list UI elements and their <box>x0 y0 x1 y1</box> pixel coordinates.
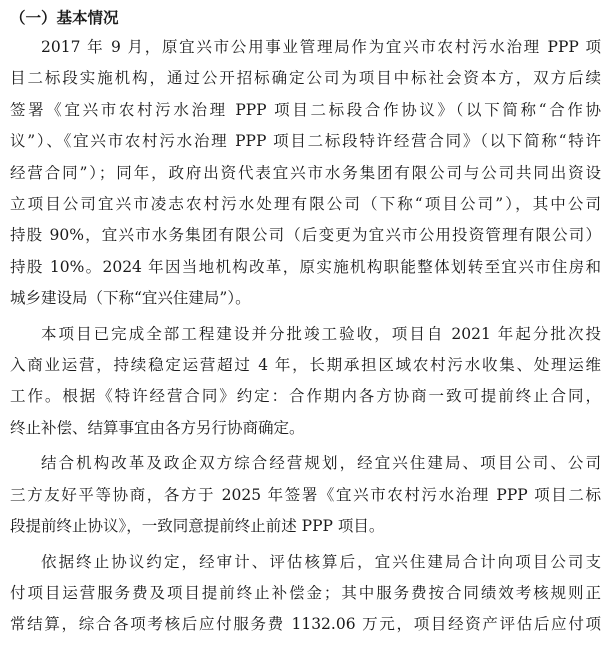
text-line: 本项目已完成全部工程建设并分批竣工验收，项目自 2021 年起分批次投 <box>41 324 601 343</box>
text-line: 常结算，综合各项考核后应付服务费 1132.06 万元，项目经资产评估后应付项 <box>10 615 601 634</box>
text-line: 持股 90%，宜兴市水务集团有限公司（后变更为宜兴市公用投资管理有限公司） <box>10 226 601 245</box>
text-line: 城乡建设局（下称“宜兴住建局”）。 <box>10 289 251 308</box>
text-line: 终止补偿、结算事宜由各方另行协商确定。 <box>10 418 305 437</box>
text-line: 三方友好平等协商，各方于 2025 年签署《宜兴市农村污水治理 PPP 项目二标 <box>10 485 601 504</box>
paragraph-project-background <box>10 32 601 315</box>
text-line: 经营合同”）；同年，政府出资代表宜兴市水务集团有限公司与公司共同出资设 <box>10 163 601 182</box>
paragraph-settlement <box>10 547 601 641</box>
text-line: 工作。根据《特许经营合同》约定：合作期内各方协商一致可提前终止合同， <box>10 387 601 406</box>
text-line: 立项目公司宜兴市凌志农村污水处理有限公司（下称“项目公司”），其中公司 <box>10 195 601 214</box>
text-line: 入商业运营，持续稳定运营超过 4 年，长期承担区域农村污水收集、处理运维 <box>10 356 601 375</box>
text-line: 段提前终止协议》，一致同意提前终止前述 PPP 项目。 <box>10 517 385 536</box>
paragraph-termination-agreement <box>10 448 601 542</box>
text-line: 持股 10%。2024 年因当地机构改革，原实施机构职能整体划转至宜兴市住房和 <box>10 257 601 276</box>
text-line: 议”）、《宜兴市农村污水治理 PPP 项目二标段特许经营合同》（以下简称“特许 <box>10 132 601 151</box>
section-heading: （一）基本情况 <box>10 8 119 27</box>
text-line: 目二标段实施机构，通过公开招标确定公司为项目中标社会资本方，双方后续 <box>10 69 601 88</box>
text-line: 2017 年 9 月，原宜兴市公用事业管理局作为宜兴市农村污水治理 PPP 项 <box>41 38 601 56</box>
text-line: 签署《宜兴市农村污水治理 PPP 项目二标段合作协议》（以下简称“合作协 <box>10 100 601 119</box>
paragraph-project-operation <box>10 319 601 445</box>
text-line: 结合机构改革及政企双方综合经营规划，经宜兴住建局、项目公司、公司 <box>41 454 601 473</box>
text-line: 付项目运营服务费及项目提前终止补偿金；其中服务费按合同绩效考核规则正 <box>10 583 601 602</box>
text-line: 依据终止协议约定，经审计、评估核算后，宜兴住建局合计向项目公司支 <box>41 552 601 571</box>
